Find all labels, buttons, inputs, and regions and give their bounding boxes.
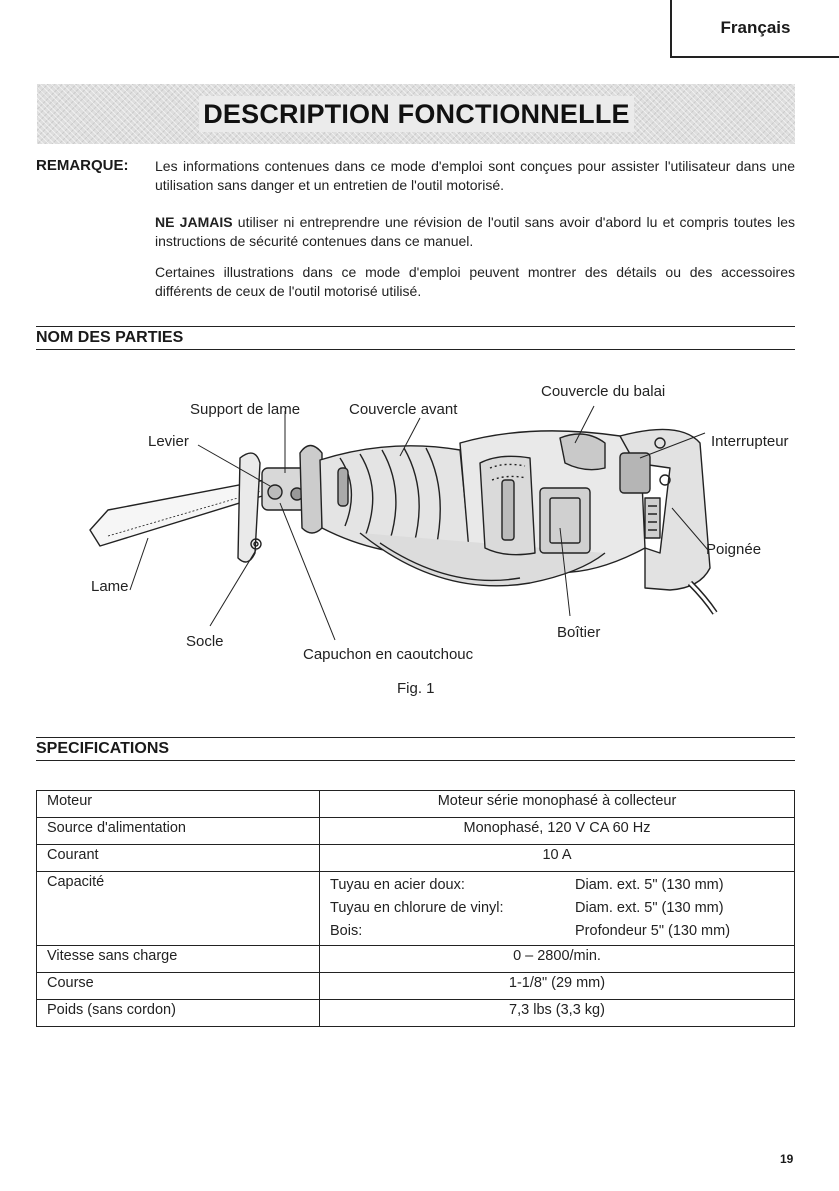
label-switch: Interrupteur xyxy=(711,433,789,450)
page-title: DESCRIPTION FONCTIONNELLE xyxy=(199,96,634,132)
spec-value: 7,3 lbs (3,3 kg) xyxy=(320,1000,795,1027)
capacity-cell xyxy=(320,872,795,946)
page-number: 19 xyxy=(780,1152,794,1166)
spec-label: Course xyxy=(37,973,320,1000)
remark-label: REMARQUE: xyxy=(36,157,129,174)
spec-value: Moteur série monophasé à collecteur xyxy=(320,791,795,818)
label-front-cover: Couvercle avant xyxy=(349,401,458,418)
spec-label: Capacité xyxy=(37,872,320,946)
capacity-material: Tuyau en chlorure de vinyl: xyxy=(330,900,504,916)
spec-label: Moteur xyxy=(37,791,320,818)
label-blade-holder: Support de lame xyxy=(190,401,301,418)
capacity-value: Diam. ext. 5" (130 mm) xyxy=(575,900,724,916)
remark-paragraph-3: Certaines illustrations dans ce mode d'emploi peuvent montrer des détails ou des accessoires différents de ceux de l'outil motorisé utilisé. xyxy=(155,264,795,299)
capacity-value: Profondeur 5" (130 mm) xyxy=(575,923,731,939)
spec-value: 1-1/8" (29 mm) xyxy=(320,973,795,1000)
spec-label: Courant xyxy=(37,845,320,872)
remark-paragraph-2 xyxy=(155,213,795,251)
spec-label: Source d'alimentation xyxy=(37,818,320,845)
table-row xyxy=(37,973,795,1000)
remark-paragraph-1: Les informations contenues dans ce mode d'emploi sont conçues pour assister l'utilisateur dans une utilisation sans danger et un entretien de l'outil motorisé. xyxy=(155,158,795,193)
parts-heading: NOM DES PARTIES xyxy=(36,326,795,350)
table-row xyxy=(37,818,795,845)
never-warning: NE JAMAIS xyxy=(155,214,233,230)
table-row xyxy=(37,845,795,872)
label-handle: Poignée xyxy=(706,541,762,558)
spec-value: 0 – 2800/min. xyxy=(320,946,795,973)
label-lever: Levier xyxy=(148,433,189,450)
label-blade: Lame xyxy=(91,578,129,595)
language-tab: Français xyxy=(670,0,839,58)
table-row xyxy=(37,946,795,973)
capacity-material: Tuyau en acier doux: xyxy=(330,877,465,893)
capacity-material: Bois: xyxy=(330,923,363,939)
figure-caption: Fig. 1 xyxy=(397,680,435,697)
table-row xyxy=(37,1000,795,1027)
remark-paragraph-2-text: utiliser ni entreprendre une révision de l'outil sans avoir d'abord lu et compris toutes les instructions de sécurité contenues dans ce manuel. xyxy=(155,214,795,249)
trigger-shape xyxy=(620,453,650,493)
spec-value: Monophasé, 120 V CA 60 Hz xyxy=(320,818,795,845)
label-housing: Boîtier xyxy=(557,624,601,641)
capacity-value: Diam. ext. 5" (130 mm) xyxy=(575,877,724,893)
label-shoe: Socle xyxy=(186,633,224,650)
spec-label: Vitesse sans charge xyxy=(37,946,320,973)
spec-label: Poids (sans cordon) xyxy=(37,1000,320,1027)
table-row xyxy=(37,872,795,946)
specs-heading: SPECIFICATIONS xyxy=(36,737,795,761)
table-row xyxy=(37,791,795,818)
spec-value: 10 A xyxy=(320,845,795,872)
label-rubber-cap: Capuchon en caoutchouc xyxy=(303,646,474,663)
specifications-table xyxy=(36,790,795,1027)
label-brush-cover: Couvercle du balai xyxy=(541,383,666,400)
